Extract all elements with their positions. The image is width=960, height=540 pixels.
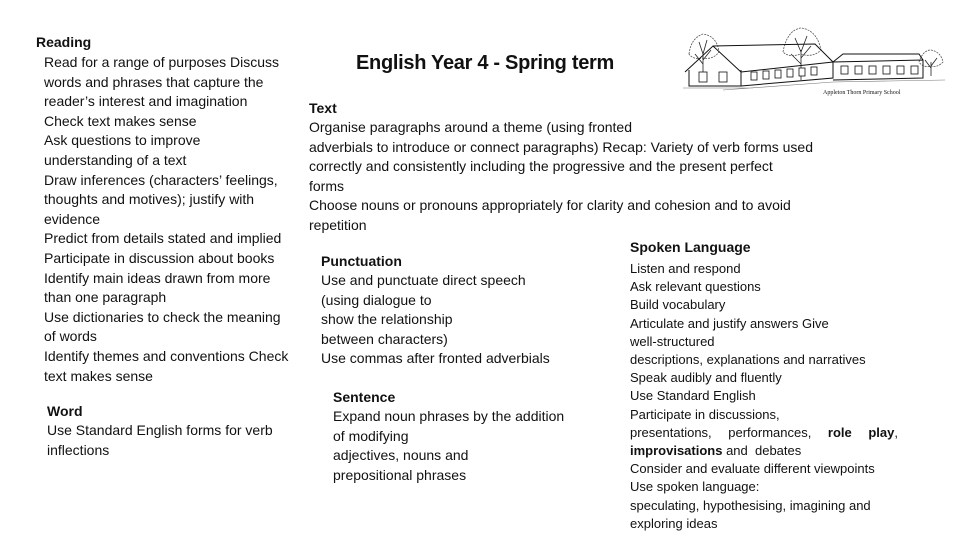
sentence-line: adjectives, nouns and	[333, 447, 469, 464]
text-line: Organise paragraphs around a theme (using fronted	[309, 119, 632, 135]
spoken-line: Articulate and justify answers Give	[630, 315, 829, 331]
punctuation-line: Use commas after fronted adverbials	[321, 350, 550, 367]
spoken-line: speculating, hypothesising, imagining and	[630, 497, 871, 513]
reading-line: Draw inferences (characters’ feelings,	[44, 171, 278, 188]
reading-line: thoughts and motives); justify with	[44, 191, 255, 208]
reading-section	[44, 53, 288, 386]
spoken-line	[630, 442, 898, 460]
sentence-line: prepositional phrases	[333, 466, 467, 483]
punctuation-section	[321, 252, 550, 369]
school-sketch	[683, 24, 947, 98]
spoken-line: Use Standard English	[630, 388, 756, 404]
spoken-line: Build vocabulary	[630, 297, 726, 313]
spoken-line: Use spoken language:	[630, 479, 760, 495]
text-section	[309, 99, 813, 236]
reading-heading	[36, 33, 91, 52]
spoken-punct: ,	[894, 424, 898, 440]
spoken-line-justified	[630, 424, 898, 442]
reading-line: Read for a range of purposes Discuss	[44, 54, 280, 70]
spoken-line: Speak audibly and fluently	[630, 370, 782, 386]
spoken-line: Listen and respond	[630, 261, 741, 276]
spoken-language-section	[630, 238, 898, 533]
reading-line: evidence	[44, 210, 101, 227]
text-line: correctly and consistently including the progressive and the present perfect	[309, 158, 773, 175]
spoken-word-bold: play	[868, 424, 895, 440]
reading-line: Identify themes and conventions Check	[44, 347, 289, 364]
school-building-image	[683, 24, 947, 98]
spoken-word: presentations,	[630, 424, 712, 440]
punctuation-line: show the relationship	[321, 311, 453, 328]
text-line: repetition	[309, 216, 367, 233]
reading-line: words and phrases that capture the	[44, 73, 264, 90]
spoken-line: exploring ideas	[630, 515, 718, 531]
page-title: English Year 4 - Spring term	[356, 52, 614, 74]
text-line: forms	[309, 177, 344, 194]
spoken-line: Ask relevant questions	[630, 279, 761, 295]
word-line: Use Standard English forms for verb	[47, 422, 273, 438]
reading-line: Participate in discussion about books	[44, 249, 275, 266]
reading-line: Predict from details stated and implied	[44, 230, 282, 247]
sentence-line: of modifying	[333, 427, 409, 444]
word-heading: Word	[47, 403, 83, 419]
sentence-section	[333, 388, 564, 485]
punctuation-line: (using dialogue to	[321, 291, 432, 308]
reading-line: text makes sense	[44, 367, 153, 384]
sentence-heading: Sentence	[333, 389, 396, 405]
spoken-word: and debates	[722, 443, 802, 459]
reading-line: Check text makes sense	[44, 112, 197, 129]
spoken-word-bold: role	[827, 424, 852, 440]
punctuation-line: Use and punctuate direct speech	[321, 272, 526, 288]
school-caption: Appleton Thorn Primary School	[823, 90, 901, 96]
spoken-line: Consider and evaluate different viewpoints	[630, 461, 875, 477]
reading-line: reader’s interest and imagination	[44, 93, 248, 110]
spoken-line: well-structured	[630, 333, 715, 349]
word-line: inflections	[47, 441, 110, 458]
reading-line: Use dictionaries to check the meaning	[44, 308, 281, 325]
spoken-line: descriptions, explanations and narratives	[630, 352, 866, 368]
spoken-language-heading: Spoken Language	[630, 239, 751, 255]
reading-line: Identify main ideas drawn from more	[44, 269, 271, 286]
reading-line: than one paragraph	[44, 289, 167, 306]
reading-line: understanding of a text	[44, 151, 187, 168]
text-heading: Text	[309, 100, 337, 116]
punctuation-line: between characters)	[321, 330, 448, 347]
reading-heading-text: Reading	[36, 34, 92, 50]
text-line: Choose nouns or pronouns appropriately for clarity and cohesion and to avoid	[309, 197, 791, 214]
spoken-word: performances,	[728, 424, 812, 440]
reading-line: of words	[44, 328, 97, 345]
spoken-line: Participate in discussions,	[630, 406, 780, 422]
text-line: adverbials to introduce or connect paragraphs) Recap: Variety of verb forms used	[309, 138, 813, 155]
punctuation-heading: Punctuation	[321, 253, 402, 269]
sentence-line: Expand noun phrases by the addition	[333, 408, 565, 424]
spoken-word-bold: improvisations	[630, 443, 723, 459]
word-section	[47, 402, 273, 460]
reading-line: Ask questions to improve	[44, 132, 201, 149]
